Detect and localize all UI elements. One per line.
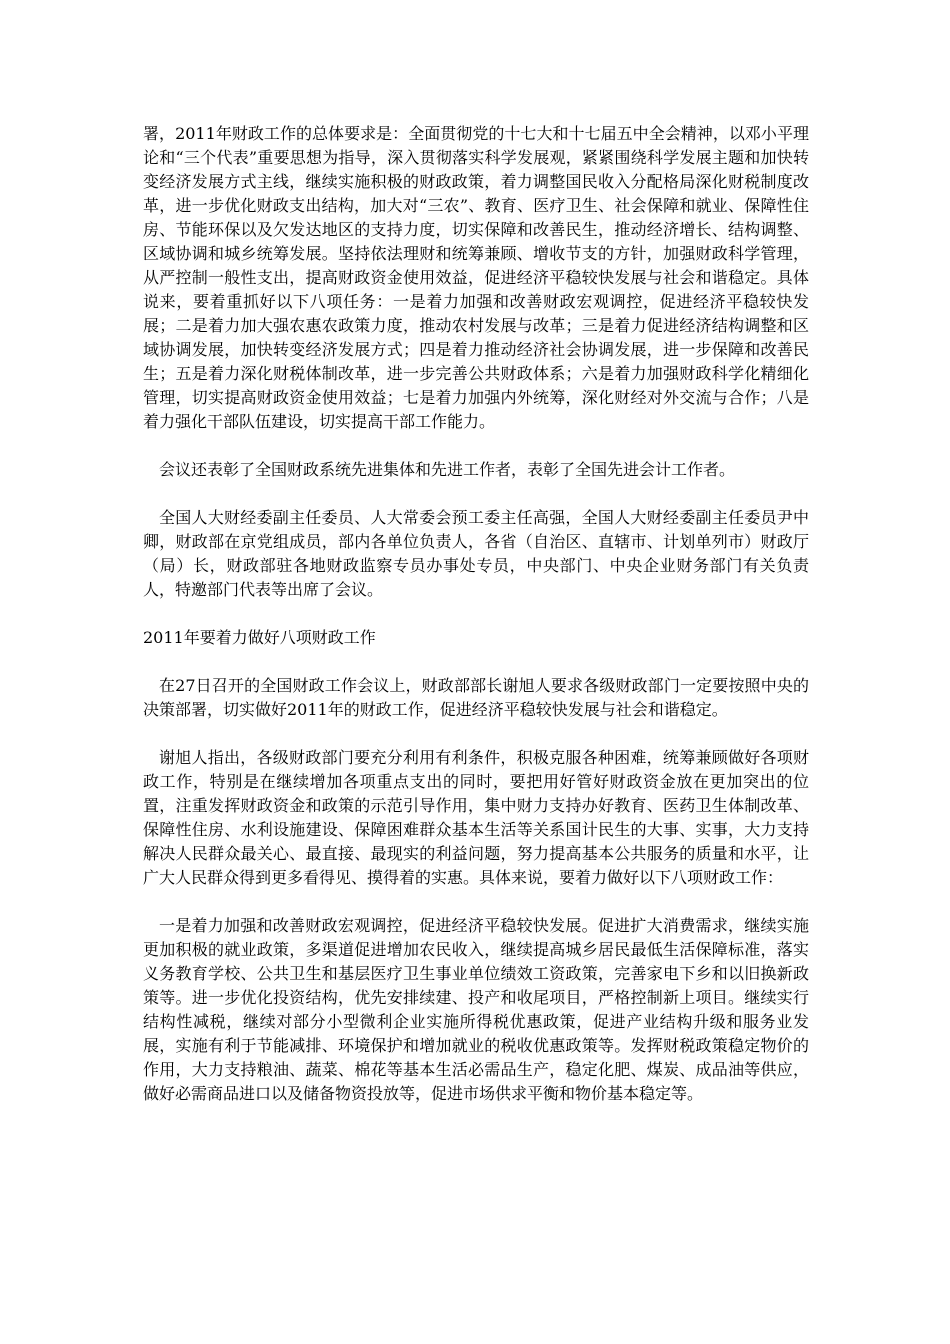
- document-body: [143, 122, 809, 1130]
- paragraph-fiscal-requirements: 署，2011年财政工作的总体要求是：全面贯彻党的十七大和十七届五中全会精神，以邓小平理论和“三个代表”重要思想为指导，深入贯彻落实科学发展观，紧紧围绕科学发展主题和加快转变经济发展方式主线，继续实施积极的财政政策，着力调整国民收入分配格局深化财税制度改革，进一步优化财政支出结构，加大对“三农”、教育、医疗卫生、社会保障和就业、保障性住房、节能环保以及欠发达地区的支持力度，切实保障和改善民生，推动经济增长、结构调整、区域协调和城乡统筹发展。坚持依法理财和统筹兼顾、增收节支的方针，加强财政科学管理，从严控制一般性支出，提高财政资金使用效益，促进经济平稳较快发展与社会和谐稳定。具体说来，要着重抓好以下八项任务：一是着力加强和改善财政宏观调控，促进经济平稳较快发展；二是着力加大强农惠农政策力度，推动农村发展与改革；三是着力促进经济结构调整和区域协调发展，加快转变经济发展方式；四是着力推动经济社会协调发展，进一步保障和改善民生；五是着力深化财税体制改革，进一步完善公共财政体系；六是着力加强财政科学化精细化管理，切实提高财政资金使用效益；七是着力加强内外统筹，深化财经对外交流与合作；八是着力强化干部队伍建设，切实提高干部工作能力。: [143, 124, 809, 431]
- paragraph-commendation: 会议还表彰了全国财政系统先进集体和先进工作者，表彰了全国先进会计工作者。: [159, 460, 736, 479]
- paragraph-task-one: 一是着力加强和改善财政宏观调控，促进经济平稳较快发展。促进扩大消费需求，继续实施更加积极的就业政策，多渠道促进增加农民收入，继续提高城乡居民最低生活保障标准，落实义务教育学校、公共卫生和基层医疗卫生事业单位绩效工资政策，完善家电下乡和以旧换新政策等。进一步优化投资结构，优先安排续建、投产和收尾项目，严格控制新上项目。继续实行结构性减税，继续对部分小型微利企业实施所得税优惠政策，促进产业结构升级和服务业发展，实施有利于节能减排、环境保护和增加就业的税收优惠政策等。发挥财税政策稳定物价的作用，大力支持粮油、蔬菜、棉花等基本生活必需品生产，稳定化肥、煤炭、成品油等供应，做好必需商品进口以及储备物资投放等，促进市场供求平衡和物价基本稳定等。: [143, 916, 809, 1103]
- section-heading: 2011年要着力做好八项财政工作: [143, 628, 376, 647]
- paragraph-xie-remarks: 谢旭人指出，各级财政部门要充分利用有利条件，积极克服各种困难，统筹兼顾做好各项财政工作，特别是在继续增加各项重点支出的同时，要把用好管好财政资金放在更加突出的位置，注重发挥财政资金和政策的示范引导作用，集中财力支持办好教育、医药卫生体制改革、保障性住房、水利设施建设、保障困难群众基本生活等关系国计民生的大事、实事，大力支持解决人民群众最关心、最直接、最现实的利益问题，努力提高基本公共服务的质量和水平，让广大人民群众得到更多看得见、摸得着的实惠。具体来说，要着力做好以下八项财政工作：: [143, 748, 809, 887]
- paragraph-attendees: 全国人大财经委副主任委员、人大常委会预工委主任高强，全国人大财经委副主任委员尹中卿，财政部在京党组成员，部内各单位负责人，各省（自治区、直辖市、计划单列市）财政厅（局）长，财政部驻各地财政监察专员办事处专员，中央部门、中央企业财务部门有关负责人，特邀部门代表等出席了会议。: [143, 508, 809, 599]
- paragraph-meeting-intro: 在27日召开的全国财政工作会议上，财政部部长谢旭人要求各级财政部门一定要按照中央的决策部署，切实做好2011年的财政工作，促进经济平稳较快发展与社会和谐稳定。: [143, 676, 809, 719]
